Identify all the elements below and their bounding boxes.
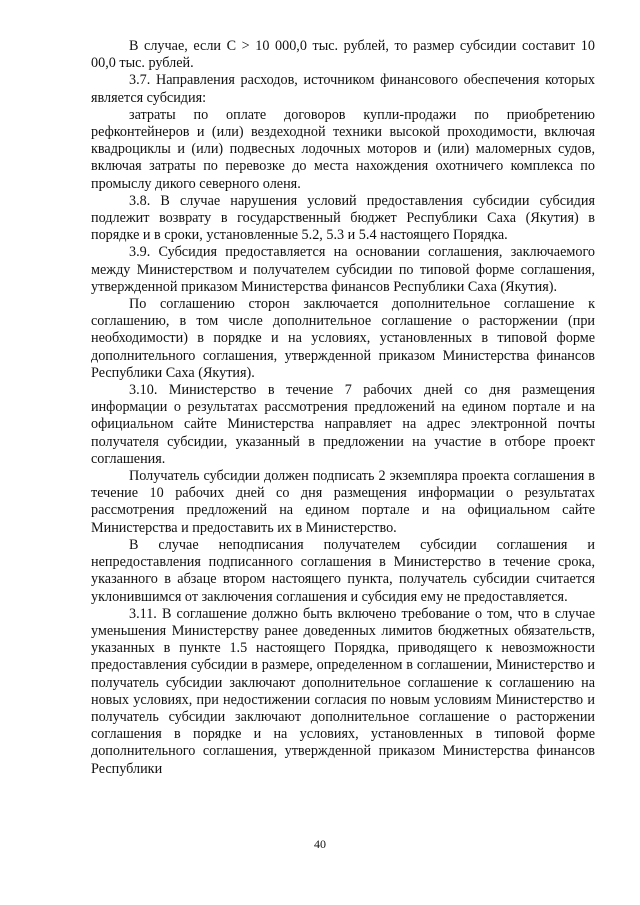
paragraph-3-11: 3.11. В соглашение должно быть включено требование о том, что в случае уменьшения Министерству ранее доведенных лимитов бюджетных обязательств, указанных в пункте 1.5 настоящего Порядка, приводящего к невозможности предоставления субсидии в размере, определенном в соглашении, Министерство и получатель субсидии заключают дополнительное соглашение к соглашению на новых условиях, при недостижении согласия по новым условиям Министерство и получатель субсидии заключают дополнительное соглашение о расторжении соглашения в порядке и на условиях, установленных в типовой форме дополнительного соглашения, утвержденной приказом Министерства финансов Республики: [91, 605, 595, 777]
paragraph-subsidy-limit: В случае, если С > 10 000,0 тыс. рублей, то размер субсидии составит 10 00,0 тыс. рублей.: [91, 38, 595, 72]
document-page: [91, 38, 595, 778]
paragraph-3-8: 3.8. В случае нарушения условий предоставления субсидии субсидия подлежит возврату в государственный бюджет Республики Саха (Якутия) в порядке и в сроки, установленные 5.2, 5.3 и 5.4 настоящего Порядка.: [91, 192, 595, 244]
paragraph-3-10: 3.10. Министерство в течение 7 рабочих дней со дня размещения информации о результатах рассмотрения предложений на едином портале и на официальном сайте Министерства направляет на адрес электронной почты получателя субсидии, указанный в предложении на участие в отборе проект соглашения.: [91, 382, 595, 467]
paragraph-signing: Получатель субсидии должен подписать 2 экземпляра проекта соглашения в течение 10 рабочих дней со дня размещения информации о результатах рассмотрения предложений на едином портале и на официальном сайте Министерства и предоставить их в Министерство.: [91, 468, 595, 536]
paragraph-3-7: 3.7. Направления расходов, источником финансового обеспечения которых является субсидия:: [91, 72, 595, 106]
paragraph-additional-agreement: По соглашению сторон заключается дополнительное соглашение к соглашению, в том числе дополнительное соглашение о расторжении (при необходимости) в порядке и на условиях, установленных в типовой форме дополнительного соглашения, утвержденной приказом Министерства финансов Республики Саха (Якутия).: [91, 296, 595, 381]
paragraph-expense-list: затраты по оплате договоров купли-продажи по приобретению рефконтейнеров и (или) вездеходной техники высокой проходимости, включая квадроциклы и (или) подвесных лодочных моторов и (или) маломерных судов, включая затраты по перевозке до места нахождения охотничего комплекса по промыслу дикого северного оленя.: [91, 106, 595, 192]
paragraph-3-9: 3.9. Субсидия предоставляется на основании соглашения, заключаемого между Министерством и получателем субсидии по типовой форме соглашения, утвержденной приказом Министерства финансов Республики Саха (Якутия).: [91, 244, 595, 295]
page-number: 40: [314, 837, 326, 851]
paragraph-non-signing: В случае неподписания получателем субсидии соглашения и непредоставления подписанного соглашения в Министерство в течение срока, указанного в абзаце втором настоящего пункта, получатель субсидии считается уклонившимся от заключения соглашения и субсидия ему не предоставляется.: [91, 536, 595, 605]
